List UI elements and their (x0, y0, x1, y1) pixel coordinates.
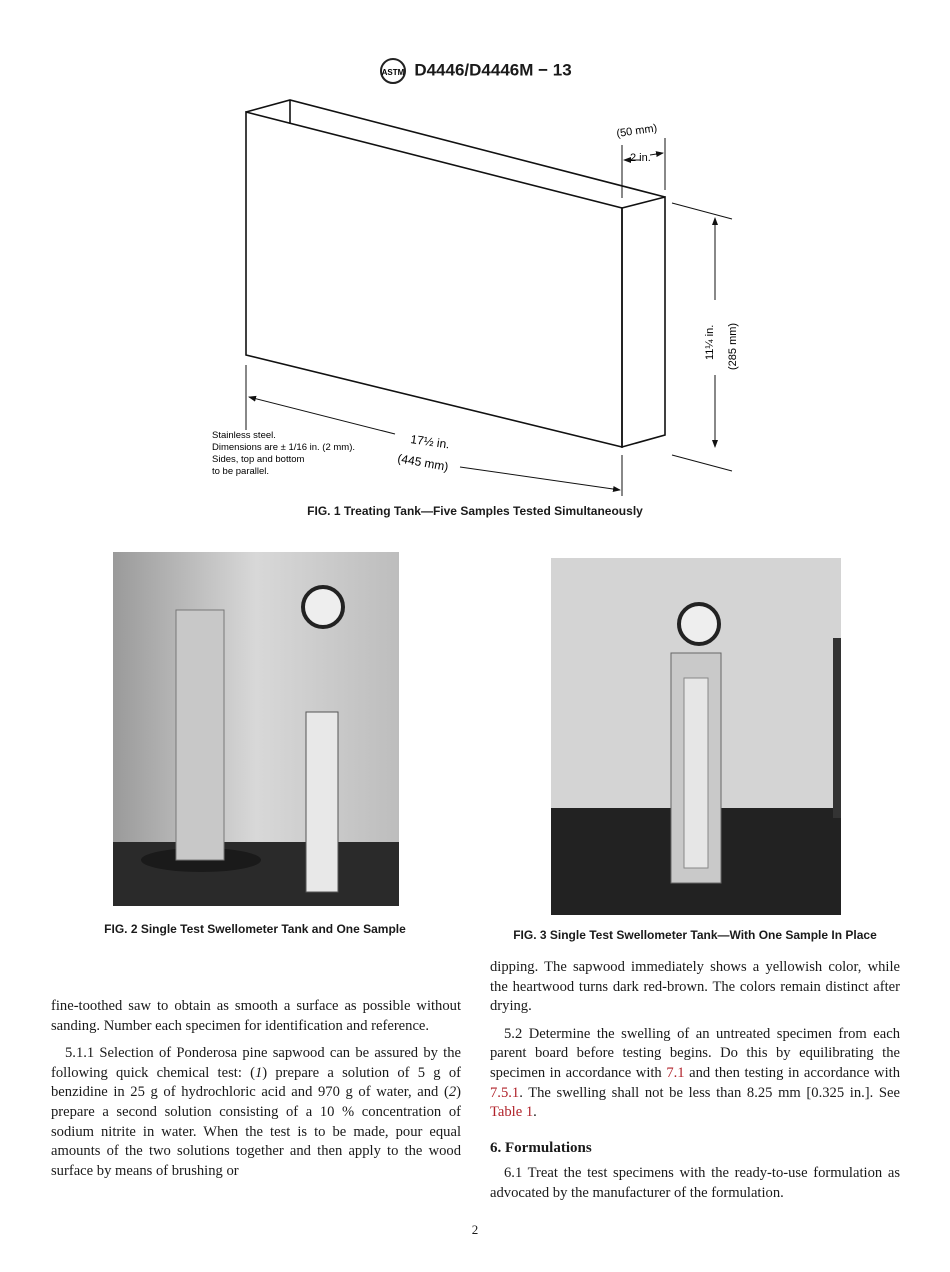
text: 5.1.1 Selection of Ponderosa pine sapwood can be assured by the following quick chemical test: ( (51, 1045, 461, 1081)
link-7-5-1[interactable]: 7.5.1 (490, 1084, 520, 1101)
height-in-label: 11¼ in. (704, 324, 716, 360)
fig1-tank-drawing (0, 0, 950, 520)
paragraph: dipping. The sapwood immediately shows a yellowish color, while the heartwood turns dark red-brown. The colors remain distinct after drying. (490, 959, 900, 1015)
document-designation: D4446/D4446M − 13 (414, 60, 572, 80)
note-line: Stainless steel. (212, 430, 276, 441)
text: . (533, 1104, 537, 1121)
note-line: to be parallel. (212, 466, 270, 477)
width-mm-label: (50 mm) (615, 122, 658, 140)
text: and then testing in accordance with (684, 1064, 900, 1081)
length-in-label: 17½ in. (409, 432, 451, 452)
text: ) prepare a solution of 5 g of benzidine in 25 g of hydrochloric acid and 970 g of water, and ( (51, 1064, 461, 1101)
fig2-caption: FIG. 2 Single Test Swellometer Tank and One Sample (104, 922, 406, 936)
fig3-caption: FIG. 3 Single Test Swellometer Tank—With One Sample In Place (513, 928, 877, 942)
text: 5.2 Determine the swelling of an untreated specimen from each parent board before testing begins. Do this by equilibrating the specimen in accordance with (490, 1025, 900, 1081)
note-line: Dimensions are ± 1/16 in. (2 mm). (212, 442, 356, 453)
svg-text:ASTM: ASTM (381, 68, 405, 77)
link-table-1[interactable]: Table 1 (490, 1104, 534, 1121)
right-column (490, 958, 900, 1204)
fig1-notes (212, 430, 355, 477)
text: . The swelling shall not be less than 8.25 mm [0.325 in.]. See (519, 1084, 900, 1101)
paragraph-5-2 (490, 1025, 900, 1123)
page-number: 2 (471, 1222, 479, 1237)
height-mm-label: (285 mm) (727, 322, 739, 370)
paragraph: fine-toothed saw to obtain as smooth a surface as possible without sanding. Number each specimen for identification and reference. (51, 998, 461, 1034)
width-in-label: 2 in. (630, 152, 651, 164)
section-heading: 6. Formulations (490, 1139, 592, 1156)
fig1-caption: FIG. 1 Treating Tank—Five Samples Tested Simultaneously (307, 504, 643, 518)
paragraph-5-1-1 (51, 1044, 461, 1181)
text: 2 (448, 1084, 457, 1101)
link-7-1[interactable]: 7.1 (666, 1064, 685, 1081)
text: 1 (254, 1064, 263, 1081)
left-column (51, 997, 461, 1181)
tank-front-face (246, 112, 622, 447)
length-mm-label: (445 mm) (396, 451, 450, 474)
tank-side-face (622, 197, 665, 447)
paragraph-6-1: 6.1 Treat the test specimens with the ready-to-use formulation as advocated by the manufacturer of the formulation. (490, 1165, 900, 1201)
fig3-photo (551, 558, 841, 915)
text: ) prepare a second solution consisting of a 10 % concentration of sodium nitrite in water. When the test is to be made, pour equal amounts of the two solutions together and then apply to the wood surface by means of brushing or (51, 1084, 461, 1179)
note-line: Sides, top and bottom (212, 454, 305, 465)
fig2-photo (113, 552, 399, 906)
